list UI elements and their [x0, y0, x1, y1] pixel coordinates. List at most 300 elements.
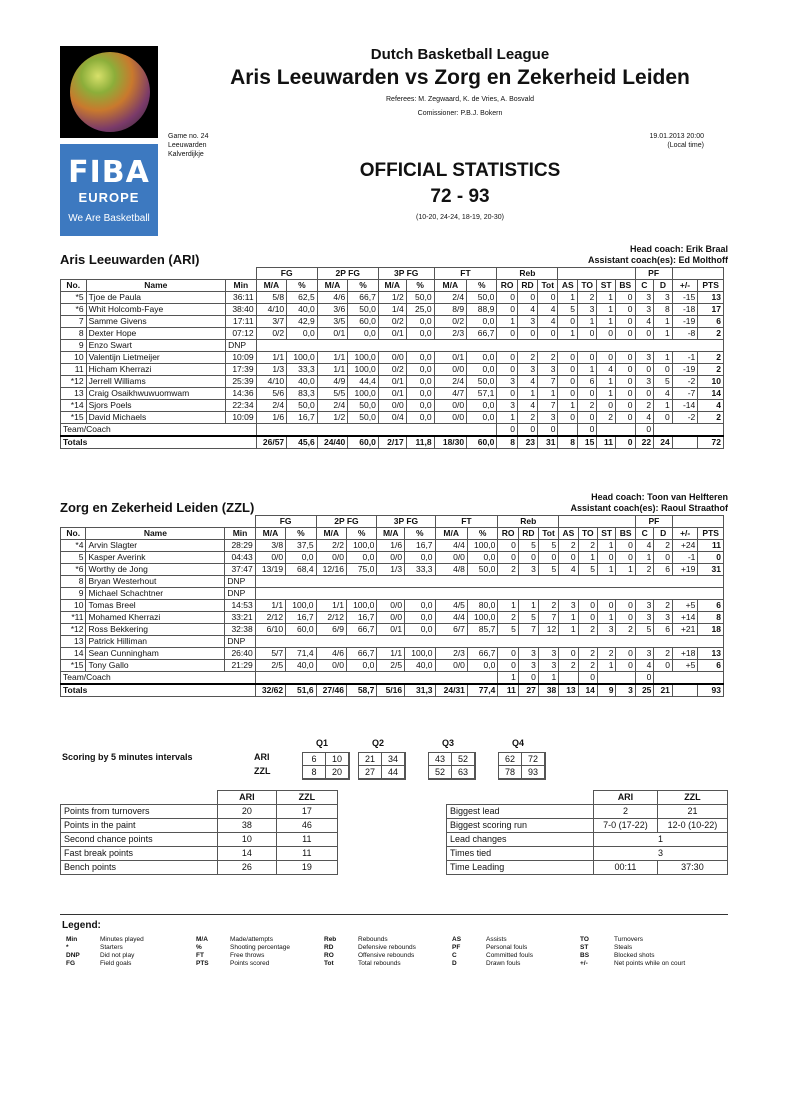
- team1-stat-cell: 0: [597, 352, 616, 364]
- team2-group-header: FG: [255, 516, 316, 528]
- fiba-logo-text: FIBA: [68, 155, 150, 190]
- legend-desc: Total rebounds: [358, 960, 401, 967]
- interval-score: 10: [325, 752, 349, 766]
- interval-box: [302, 752, 350, 780]
- team2-totals-pts: 93: [698, 684, 724, 697]
- team1-stat-cell: 1: [597, 292, 616, 304]
- team1-stat-cell: 5: [654, 376, 673, 388]
- team2-team-coach-label: Team/Coach: [61, 672, 256, 685]
- team1-stat-cell: 3: [654, 292, 673, 304]
- team1-stat-cell: 2/4: [434, 376, 467, 388]
- team1-stat-cell: 0,0: [467, 412, 497, 424]
- legend-desc: Offensive rebounds: [358, 952, 415, 959]
- interval-score: 62: [498, 752, 522, 766]
- team1-stat-cell: 14: [698, 388, 724, 400]
- team1-totals-pts: 72: [698, 436, 724, 449]
- team1-stat-cell: 0: [497, 292, 518, 304]
- team1-column-header: M/A: [378, 280, 406, 292]
- team1-player-row: [61, 388, 724, 400]
- team1-totals-cell: 45,6: [287, 436, 318, 449]
- team2-stat-cell: 1: [518, 600, 538, 612]
- team1-stat-cell: 1: [654, 352, 673, 364]
- team1-stat-cell: 25,0: [406, 304, 434, 316]
- team1-player-min: DNP: [226, 340, 257, 352]
- team2-stat-cell: 2: [498, 612, 519, 624]
- team1-stat-cell: 3: [538, 412, 558, 424]
- team2-player-row: [61, 624, 724, 636]
- team1-stat-cell: Samme Givens: [86, 316, 226, 328]
- lead-table: [446, 790, 728, 875]
- team1-column-header: M/A: [256, 280, 287, 292]
- team1-stat-cell: 22:34: [226, 400, 257, 412]
- team2-stat-cell: 0/0: [377, 612, 405, 624]
- team2-stat-cell: 1: [559, 624, 578, 636]
- team1-stat-cell: 0/0: [378, 400, 406, 412]
- team1-head-coach: Head coach: Erik Braal: [629, 244, 728, 254]
- team2-stat-cell: 2/12: [255, 612, 285, 624]
- team2-dnp-empty: [255, 576, 723, 588]
- team1-column-header: Min: [226, 280, 257, 292]
- team1-player-row: [61, 304, 724, 316]
- points-row-label: Fast break points: [61, 847, 218, 861]
- team1-stat-cell: 0: [558, 316, 578, 328]
- team1-blank-header: [558, 268, 635, 280]
- team1-stat-cell: 100,0: [348, 352, 379, 364]
- team1-stat-cell: 0/2: [434, 316, 467, 328]
- legend-desc: Minutes played: [100, 936, 144, 943]
- legend-abbr: *: [66, 944, 69, 951]
- team1-stat-cell: 3: [497, 376, 518, 388]
- points-value: 38: [218, 819, 277, 833]
- team1-column-header: PTS: [698, 280, 724, 292]
- team1-totals-cell: 31: [538, 436, 558, 449]
- team2-stat-cell: 26:40: [225, 648, 255, 660]
- team1-stat-cell: 0,0: [287, 328, 318, 340]
- legend-title: Legend:: [62, 920, 101, 931]
- team1-stat-cell: 0/0: [434, 412, 467, 424]
- team2-column-header: +/-: [672, 528, 697, 540]
- team1-stat-cell: 0: [558, 376, 578, 388]
- team2-stat-cell: 5: [61, 552, 86, 564]
- team1-stat-cell: 36:11: [226, 292, 257, 304]
- intervals-label: Scoring by 5 minutes intervals: [62, 752, 193, 762]
- team1-totals-cell: 11,8: [406, 436, 434, 449]
- team2-stat-cell: 4/4: [435, 540, 467, 552]
- team2-totals-cell: 77,4: [467, 684, 497, 697]
- team1-stat-cell: 4: [635, 316, 654, 328]
- team1-stat-cell: -1: [672, 352, 698, 364]
- game-venue: Kalverdijkje: [168, 151, 204, 158]
- team1-stat-cell: 6: [698, 316, 724, 328]
- team2-column-header: TO: [578, 528, 597, 540]
- team1-stat-cell: 0: [615, 412, 635, 424]
- legend-entry: [324, 960, 416, 968]
- team1-stat-cell: Jerrell Williams: [86, 376, 226, 388]
- team1-stat-cell: 1: [558, 400, 578, 412]
- team2-stat-cell: 2: [654, 600, 673, 612]
- team1-stat-cell: 5/8: [256, 292, 287, 304]
- team1-stat-cell: 0: [635, 388, 654, 400]
- team1-stat-cell: 2: [597, 412, 616, 424]
- team1-stat-cell: 16,7: [287, 412, 318, 424]
- team1-stat-cell: *15: [61, 412, 87, 424]
- europe-logo-text: EUROPE: [78, 190, 140, 205]
- team1-stat-cell: 13: [698, 292, 724, 304]
- interval-score: 21: [358, 752, 382, 766]
- team1-totals-cell: 8: [497, 436, 518, 449]
- team1-stat-cell: 0/4: [378, 412, 406, 424]
- team1-stat-cell: 4/10: [256, 304, 287, 316]
- points-col-header: ARI: [218, 791, 277, 805]
- lead-col-header: ARI: [594, 791, 658, 805]
- team1-stat-cell: 0/2: [256, 328, 287, 340]
- legend-entry: [452, 952, 533, 960]
- team2-stat-cell: 3: [597, 624, 616, 636]
- legend-entry: [196, 952, 290, 960]
- interval-score: 27: [358, 765, 382, 779]
- team2-stat-cell: 3: [635, 612, 654, 624]
- team1-stat-cell: 0,0: [406, 412, 434, 424]
- team2-stat-cell: 0/0: [377, 600, 405, 612]
- team2-stat-cell: 71,4: [286, 648, 316, 660]
- team2-stat-cell: +5: [672, 600, 697, 612]
- team2-stat-cell: Tony Gallo: [86, 660, 225, 672]
- legend-desc: Defensive rebounds: [358, 944, 416, 951]
- team1-stat-cell: 4: [517, 376, 537, 388]
- legend-entry: [66, 944, 144, 952]
- team1-stat-cell: 3: [635, 292, 654, 304]
- team1-stat-cell: Sjors Poels: [86, 400, 226, 412]
- team1-stat-cell: 2/4: [256, 400, 287, 412]
- team2-stat-cell: 12: [538, 624, 558, 636]
- team1-stat-cell: 07:12: [226, 328, 257, 340]
- team2-stat-cell: 3: [635, 600, 654, 612]
- legend-column: [452, 936, 533, 968]
- team2-player-min: DNP: [225, 576, 255, 588]
- team1-group-header: FT: [434, 268, 497, 280]
- team2-team-to: 0: [578, 672, 597, 685]
- team2-stat-cell: 0: [616, 552, 635, 564]
- team1-empty: [672, 436, 698, 449]
- team2-dnp-empty: [255, 636, 723, 648]
- team1-team-reb: 0: [517, 424, 537, 437]
- points-value: 11: [276, 847, 337, 861]
- team2-stat-cell: 11: [698, 540, 724, 552]
- legend-entry: [580, 960, 685, 968]
- team2-blank-header: [672, 516, 723, 528]
- interval-quarter-label: Q4: [512, 738, 525, 748]
- team1-stat-cell: *5: [61, 292, 87, 304]
- team2-stat-cell: 6/9: [316, 624, 346, 636]
- team1-totals-cell: 18/30: [434, 436, 467, 449]
- team2-stat-cell: 40,0: [405, 660, 435, 672]
- legend-desc: Turnovers: [614, 936, 644, 943]
- team2-stat-cell: 0/0: [316, 552, 346, 564]
- legend-entry: [324, 952, 416, 960]
- team2-column-header: %: [286, 528, 316, 540]
- legend-divider: [60, 914, 728, 915]
- team2-stat-cell: 4/4: [435, 612, 467, 624]
- team2-player-row: [61, 600, 724, 612]
- team2-stat-cell: 0: [559, 552, 578, 564]
- team2-stat-cell: 6/7: [435, 624, 467, 636]
- team1-stat-cell: 7: [538, 376, 558, 388]
- points-value: 17: [276, 805, 337, 819]
- team2-stat-cell: 5: [635, 624, 654, 636]
- team2-group-header: 3P FG: [377, 516, 435, 528]
- team2-stat-cell: 0,0: [405, 600, 435, 612]
- legend-entry: [196, 944, 290, 952]
- legend-entry: [452, 936, 533, 944]
- team1-stat-cell: 0,0: [348, 328, 379, 340]
- points-value: 19: [276, 861, 337, 875]
- team2-totals-cell: 5/16: [377, 684, 405, 697]
- team1-team-reb: 0: [497, 424, 518, 437]
- page-title: OFFICIAL STATISTICS: [359, 160, 561, 181]
- team1-empty: [654, 424, 724, 437]
- team1-stat-cell: 0: [615, 292, 635, 304]
- team2-column-header: No.: [61, 528, 86, 540]
- team1-stat-cell: -18: [672, 304, 698, 316]
- legend-entry: [196, 960, 290, 968]
- team2-totals-cell: 13: [559, 684, 578, 697]
- team2-stat-cell: 2: [578, 660, 597, 672]
- team1-stat-cell: 5/6: [256, 388, 287, 400]
- team1-stat-cell: *6: [61, 304, 87, 316]
- team2-empty: [255, 672, 498, 685]
- team1-stat-cell: 0: [615, 388, 635, 400]
- team1-empty: [597, 424, 635, 437]
- team2-stat-cell: 33:21: [225, 612, 255, 624]
- team2-stat-cell: 0/0: [377, 552, 405, 564]
- team1-player-row: [61, 292, 724, 304]
- team1-stat-cell: 11: [61, 364, 87, 376]
- team2-stat-cell: 0: [578, 612, 597, 624]
- team1-totals-cell: 24: [654, 436, 673, 449]
- team2-totals-cell: 21: [654, 684, 673, 697]
- team2-stat-cell: 0: [538, 552, 558, 564]
- team1-group-header: FG: [256, 268, 317, 280]
- interval-score: 63: [451, 765, 475, 779]
- team2-stat-cell: 13/19: [255, 564, 285, 576]
- team1-column-header: %: [467, 280, 497, 292]
- intervals-zzl-label: ZZL: [254, 766, 271, 776]
- team1-stat-cell: 40,0: [287, 376, 318, 388]
- team2-stat-cell: 1: [498, 600, 519, 612]
- team1-column-header: D: [654, 280, 673, 292]
- team1-stat-cell: 4: [635, 412, 654, 424]
- team1-stat-cell: 3: [517, 364, 537, 376]
- team1-stat-cell: 1: [497, 316, 518, 328]
- legend-desc: Assists: [486, 936, 507, 943]
- interval-score: 6: [302, 752, 326, 766]
- points-value: 46: [276, 819, 337, 833]
- team2-group-header: 2P FG: [316, 516, 377, 528]
- team2-stat-cell: 4: [635, 540, 654, 552]
- team1-stat-cell: 4/6: [317, 292, 348, 304]
- team1-stat-cell: 1: [517, 388, 537, 400]
- team2-stat-cell: 0: [654, 660, 673, 672]
- team1-stat-cell: 3: [517, 316, 537, 328]
- team2-stat-cell: 0: [698, 552, 724, 564]
- team1-stat-cell: 2: [538, 352, 558, 364]
- team1-stat-cell: 25:39: [226, 376, 257, 388]
- team2-stat-cell: 1/1: [255, 600, 285, 612]
- game-info: [168, 132, 208, 159]
- team2-stat-cell: 80,0: [467, 600, 497, 612]
- team1-stat-cell: 0,0: [467, 364, 497, 376]
- legend-abbr: RO: [324, 952, 334, 959]
- team1-totals-cell: 0: [615, 436, 635, 449]
- team1-stat-cell: 2/4: [317, 400, 348, 412]
- team1-stat-cell: 3: [497, 400, 518, 412]
- team1-stat-cell: 0,0: [406, 364, 434, 376]
- team1-totals-cell: 23: [517, 436, 537, 449]
- points-value: 20: [218, 805, 277, 819]
- team1-column-header: RD: [517, 280, 537, 292]
- team1-stat-cell: 0/2: [378, 364, 406, 376]
- team1-stat-cell: 0: [558, 412, 578, 424]
- team1-stat-cell: 0: [578, 412, 597, 424]
- team2-stat-cell: 3: [518, 564, 538, 576]
- team1-stat-cell: 1/3: [256, 364, 287, 376]
- team2-stat-cell: 1: [597, 660, 616, 672]
- team1-stat-cell: 2: [635, 400, 654, 412]
- team2-player-name: Patrick Hilliman: [86, 636, 225, 648]
- team1-stat-cell: 1/1: [256, 352, 287, 364]
- team1-stat-cell: 4: [538, 316, 558, 328]
- points-row-label: Points from turnovers: [61, 805, 218, 819]
- team1-stat-cell: 0: [615, 316, 635, 328]
- team1-stat-cell: -7: [672, 388, 698, 400]
- team2-stat-cell: 0/0: [435, 552, 467, 564]
- logo-tagline: We Are Basketball: [68, 213, 150, 224]
- team1-stat-cell: 0/0: [434, 400, 467, 412]
- team1-stat-cell: 50,0: [348, 412, 379, 424]
- commissioner: Comissioner: P.B.J. Bokern: [417, 110, 503, 117]
- team1-stat-cell: 0,0: [406, 352, 434, 364]
- team2-stat-cell: 2/2: [316, 540, 346, 552]
- team2-group-header: Reb: [498, 516, 559, 528]
- team2-blank-header: [61, 516, 256, 528]
- team2-stat-cell: 5: [578, 564, 597, 576]
- interval-quarter-label: Q1: [316, 738, 329, 748]
- team1-blank-header: [672, 268, 723, 280]
- legend-desc: Did not play: [100, 952, 135, 959]
- team1-column-header: RO: [497, 280, 518, 292]
- team1-stat-cell: 0: [654, 412, 673, 424]
- team2-column-header: BS: [616, 528, 635, 540]
- team2-stat-cell: 3: [518, 660, 538, 672]
- team1-stat-cell: 5/5: [317, 388, 348, 400]
- team2-stat-cell: 33,3: [405, 564, 435, 576]
- team1-stat-cell: 0/1: [378, 388, 406, 400]
- legend-entry: [580, 952, 685, 960]
- legend-desc: Made/attempts: [230, 936, 273, 943]
- legend-entry: [580, 936, 685, 944]
- team1-stat-cell: 2: [517, 412, 537, 424]
- legend-entry: [452, 960, 533, 968]
- team1-stat-cell: David Michaels: [86, 412, 226, 424]
- quarter-scores: (10-20, 24-24, 18-19, 20-30): [416, 214, 504, 221]
- team1-group-header: 2P FG: [317, 268, 378, 280]
- team2-stat-cell: 2/12: [316, 612, 346, 624]
- legend-abbr: Tot: [324, 960, 334, 967]
- team2-team-reb: 1: [498, 672, 519, 685]
- team2-totals-cell: 38: [538, 684, 558, 697]
- team2-player-min: DNP: [225, 588, 255, 600]
- team1-totals-cell: 2/17: [378, 436, 406, 449]
- team2-stat-cell: 0: [498, 540, 519, 552]
- legend-abbr: +/-: [580, 960, 588, 967]
- team2-stat-cell: *6: [61, 564, 86, 576]
- team2-stat-cell: 18: [698, 624, 724, 636]
- team1-stat-cell: 4/7: [434, 388, 467, 400]
- legend-abbr: Reb: [324, 936, 337, 943]
- team1-blank-header: [61, 268, 257, 280]
- team2-stat-cell: 5: [498, 624, 519, 636]
- game-date: 19.01.2013 20:00: [649, 133, 704, 140]
- team2-stat-cell: 2: [498, 564, 519, 576]
- interval-score: 34: [381, 752, 405, 766]
- team2-stat-cell: 14: [61, 648, 86, 660]
- team1-stats-table: [60, 267, 724, 449]
- legend-desc: Net points while on court: [614, 960, 686, 967]
- team2-stat-cell: 85,7: [467, 624, 497, 636]
- team1-stat-cell: 0: [615, 352, 635, 364]
- team2-empty: [672, 684, 697, 697]
- team2-stat-cell: 66,7: [346, 624, 376, 636]
- team1-stat-cell: 1/2: [317, 412, 348, 424]
- team2-column-header: ST: [597, 528, 616, 540]
- team2-column-header: PTS: [698, 528, 724, 540]
- legend-abbr: Min: [66, 936, 78, 943]
- team2-stat-cell: +21: [672, 624, 697, 636]
- legend-column: [66, 936, 144, 968]
- points-blank: [61, 791, 218, 805]
- team2-stat-cell: 1: [616, 564, 635, 576]
- team2-stat-cell: 0: [559, 648, 578, 660]
- points-value: 10: [218, 833, 277, 847]
- legend-abbr: M/A: [196, 936, 208, 943]
- team2-stat-cell: 1/6: [377, 540, 405, 552]
- team2-totals-cell: 27/46: [316, 684, 346, 697]
- team2-stat-cell: Sean Cunningham: [86, 648, 225, 660]
- team1-totals-cell: 8: [558, 436, 578, 449]
- team2-totals-cell: 58,7: [346, 684, 376, 697]
- legend-desc: Shooting percentage: [230, 944, 290, 951]
- team2-assistant-coach: Assistant coach(es): Raoul Straathof: [570, 503, 728, 513]
- team1-stat-cell: 0,0: [406, 316, 434, 328]
- team2-player-row: [61, 564, 724, 576]
- legend-column: [580, 936, 685, 968]
- team2-stat-cell: 2: [654, 540, 673, 552]
- final-score: 72 - 93: [430, 186, 490, 207]
- team2-stat-cell: 2: [654, 648, 673, 660]
- team2-player-row: [61, 540, 724, 552]
- team2-team-reb: 0: [518, 672, 538, 685]
- legend-desc: Personal fouls: [486, 944, 528, 951]
- team1-stat-cell: 0/1: [434, 352, 467, 364]
- team2-player-row: [61, 612, 724, 624]
- team2-stat-cell: 0: [616, 648, 635, 660]
- team1-stat-cell: 6: [578, 376, 597, 388]
- team2-stat-cell: 100,0: [467, 612, 497, 624]
- team1-stat-cell: 100,0: [348, 388, 379, 400]
- team2-stat-cell: 2/5: [377, 660, 405, 672]
- lead-value: 00:11: [594, 861, 658, 875]
- team1-stat-cell: 8/9: [434, 304, 467, 316]
